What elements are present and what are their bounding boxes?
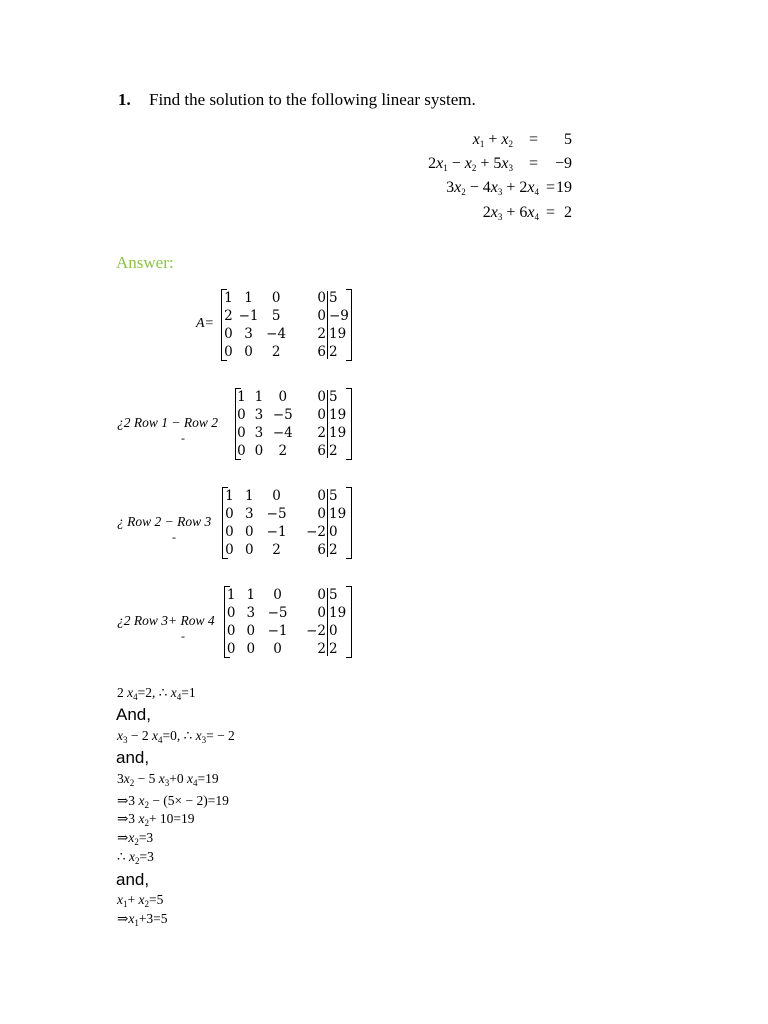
matrix-cell: −9 <box>329 308 349 324</box>
system-row-1 <box>0 131 768 153</box>
system-row-3 <box>0 179 768 201</box>
matrix-cell: 5 <box>271 308 281 324</box>
matrix-cell: 1 <box>244 290 253 306</box>
matrix-cell: −1 <box>238 308 259 324</box>
matrix-cell: 2 <box>329 542 338 558</box>
solution-line-6: $\Rightarrow x_2=3$ <box>117 830 154 847</box>
system-rhs: 5 <box>564 131 572 148</box>
matrix-cell: 0 <box>317 488 326 504</box>
augment-divider <box>327 588 328 656</box>
system-rhs: −9 <box>554 155 572 172</box>
matrix-step2 <box>222 487 352 559</box>
matrix-cell: 0 <box>317 506 326 522</box>
solution-line-8: $x_1+ x_2=5$ <box>117 892 164 909</box>
matrix-cell: 0 <box>244 344 253 360</box>
matrix-cell: 0 <box>245 542 254 558</box>
matrix-a-label: A= <box>196 316 214 331</box>
matrix-cell: 3 <box>254 425 264 441</box>
matrix-cell: −4 <box>272 425 293 441</box>
solution-line-7: ∴ $x_2=3$ <box>117 849 154 866</box>
matrix-cell: 5 <box>329 290 338 306</box>
matrix-cell: 0 <box>271 290 281 306</box>
step3-dash: - <box>181 629 185 643</box>
matrix-cell: 0 <box>226 623 236 639</box>
matrix-cell: 0 <box>272 488 281 504</box>
matrix-cell: 0 <box>237 425 246 441</box>
system-lhs: $2x_1 - x_2 + 5x_3$ <box>428 155 513 173</box>
matrix-cell: 0 <box>224 326 233 342</box>
matrix-cell: 6 <box>317 542 326 558</box>
and-text-2: and, <box>116 748 150 767</box>
matrix-cell: −5 <box>267 605 288 621</box>
matrix-cell: −5 <box>266 506 287 522</box>
matrix-cell: −2 <box>306 524 326 540</box>
and-text-3: and, <box>116 870 150 889</box>
matrix-cell: 0 <box>254 443 264 459</box>
matrix-cell: 19 <box>329 425 347 441</box>
matrix-cell: 0 <box>246 623 256 639</box>
question-number: 1. <box>118 90 131 109</box>
matrix-cell: 0 <box>225 524 234 540</box>
matrix-cell: 19 <box>329 326 347 342</box>
matrix-cell: 2 <box>329 443 338 459</box>
step2-label: ¿ Row 2 − Row 3 <box>117 514 212 529</box>
matrix-cell: 0 <box>329 623 338 639</box>
matrix-cell: 0 <box>317 308 326 324</box>
system-row-4 <box>0 204 768 226</box>
matrix-cell: 0 <box>237 407 246 423</box>
matrix-cell: 0 <box>329 524 338 540</box>
matrix-cell: 0 <box>317 407 326 423</box>
matrix-cell: 6 <box>317 344 326 360</box>
matrix-cell: 0 <box>226 605 236 621</box>
system-lhs: $3x_2 - 4x_3 + 2x_4$ <box>446 179 539 197</box>
augment-divider <box>327 390 328 458</box>
matrix-step3 <box>224 586 352 658</box>
matrix-cell: 0 <box>225 542 234 558</box>
matrix-cell: −1 <box>267 623 288 639</box>
step1-dash: - <box>181 431 185 445</box>
matrix-cell: 0 <box>273 641 282 657</box>
matrix-cell: 0 <box>317 290 326 306</box>
solution-line-2: $x_3 - 2$ $x_4=0$, ∴ $x_3= - 2$ <box>117 728 235 745</box>
answer-label: Answer: <box>116 253 174 272</box>
matrix-cell: 3 <box>246 605 256 621</box>
matrix-cell: −1 <box>266 524 287 540</box>
matrix-cell: 0 <box>245 524 254 540</box>
matrix-cell: 1 <box>245 488 254 504</box>
system-row-2 <box>0 155 768 177</box>
matrix-cell: 19 <box>329 506 347 522</box>
matrix-cell: 0 <box>317 605 326 621</box>
matrix-cell: 1 <box>254 389 264 405</box>
matrix-cell: 6 <box>317 443 326 459</box>
matrix-cell: 2 <box>317 326 326 342</box>
matrix-cell: −5 <box>272 407 293 423</box>
system-equals: = <box>529 155 539 172</box>
matrix-cell: 0 <box>278 389 288 405</box>
matrix-cell: 0 <box>225 506 234 522</box>
matrix-cell: 0 <box>224 344 233 360</box>
and-text-1: And, <box>116 705 151 724</box>
system-equals: = <box>529 131 539 148</box>
matrix-cell: 1 <box>224 290 233 306</box>
system-rhs: 19 <box>556 179 572 196</box>
matrix-cell: −4 <box>266 326 287 342</box>
system-lhs: $x_1 + x_2$ <box>472 131 513 149</box>
solution-line-1: 2 $x_4=2$, ∴ $x_4=1$ <box>117 685 196 702</box>
matrix-cell: 5 <box>329 488 338 504</box>
matrix-step1 <box>235 388 352 460</box>
matrix-cell: 0 <box>317 587 326 603</box>
matrix-cell: 1 <box>225 488 234 504</box>
matrix-cell: 19 <box>329 407 347 423</box>
matrix-cell: 3 <box>245 506 254 522</box>
system-equals: = <box>546 204 556 221</box>
system-lhs: $2x_3 + 6x_4$ <box>482 204 539 222</box>
matrix-cell: 1 <box>246 587 256 603</box>
matrix-cell: 2 <box>272 542 281 558</box>
question-text: Find the solution to the following linear system. <box>149 90 476 109</box>
matrix-cell: 2 <box>329 344 338 360</box>
matrix-cell: 2 <box>329 641 338 657</box>
solution-line-9: $\Rightarrow x_1+3=5$ <box>117 911 168 928</box>
system-equals: = <box>546 179 556 196</box>
matrix-cell: 3 <box>244 326 253 342</box>
matrix-a <box>221 289 352 361</box>
matrix-cell: 2 <box>224 308 233 324</box>
matrix-cell: 2 <box>317 425 326 441</box>
matrix-cell: 2 <box>278 443 288 459</box>
matrix-cell: 0 <box>246 641 256 657</box>
matrix-cell: 2 <box>317 641 326 657</box>
matrix-cell: 19 <box>329 605 347 621</box>
step1-label: ¿2 Row 1 − Row 2 <box>117 415 218 430</box>
step2-dash: - <box>172 530 176 544</box>
solution-line-3: $3x_2 - 5$ $x_3+0$ $x_4=19$ <box>117 771 219 788</box>
matrix-cell: 2 <box>271 344 281 360</box>
matrix-cell: 0 <box>273 587 282 603</box>
step3-label: ¿2 Row 3+ Row 4 <box>117 613 215 628</box>
matrix-cell: 0 <box>317 389 326 405</box>
matrix-cell: 0 <box>237 443 246 459</box>
solution-line-4: ⇒3 $x_2 - (5\times - 2)=19$ <box>117 793 229 810</box>
solution-line-5: ⇒3 $x_2+ 10=19$ <box>117 811 195 828</box>
matrix-cell: 5 <box>329 389 338 405</box>
matrix-cell: 5 <box>329 587 338 603</box>
system-rhs: 2 <box>564 204 572 221</box>
matrix-cell: 1 <box>237 389 246 405</box>
matrix-cell: 1 <box>226 587 236 603</box>
matrix-cell: −2 <box>306 623 326 639</box>
augment-divider <box>327 489 328 557</box>
matrix-cell: 0 <box>226 641 236 657</box>
matrix-cell: 3 <box>254 407 264 423</box>
augment-divider <box>327 291 328 359</box>
